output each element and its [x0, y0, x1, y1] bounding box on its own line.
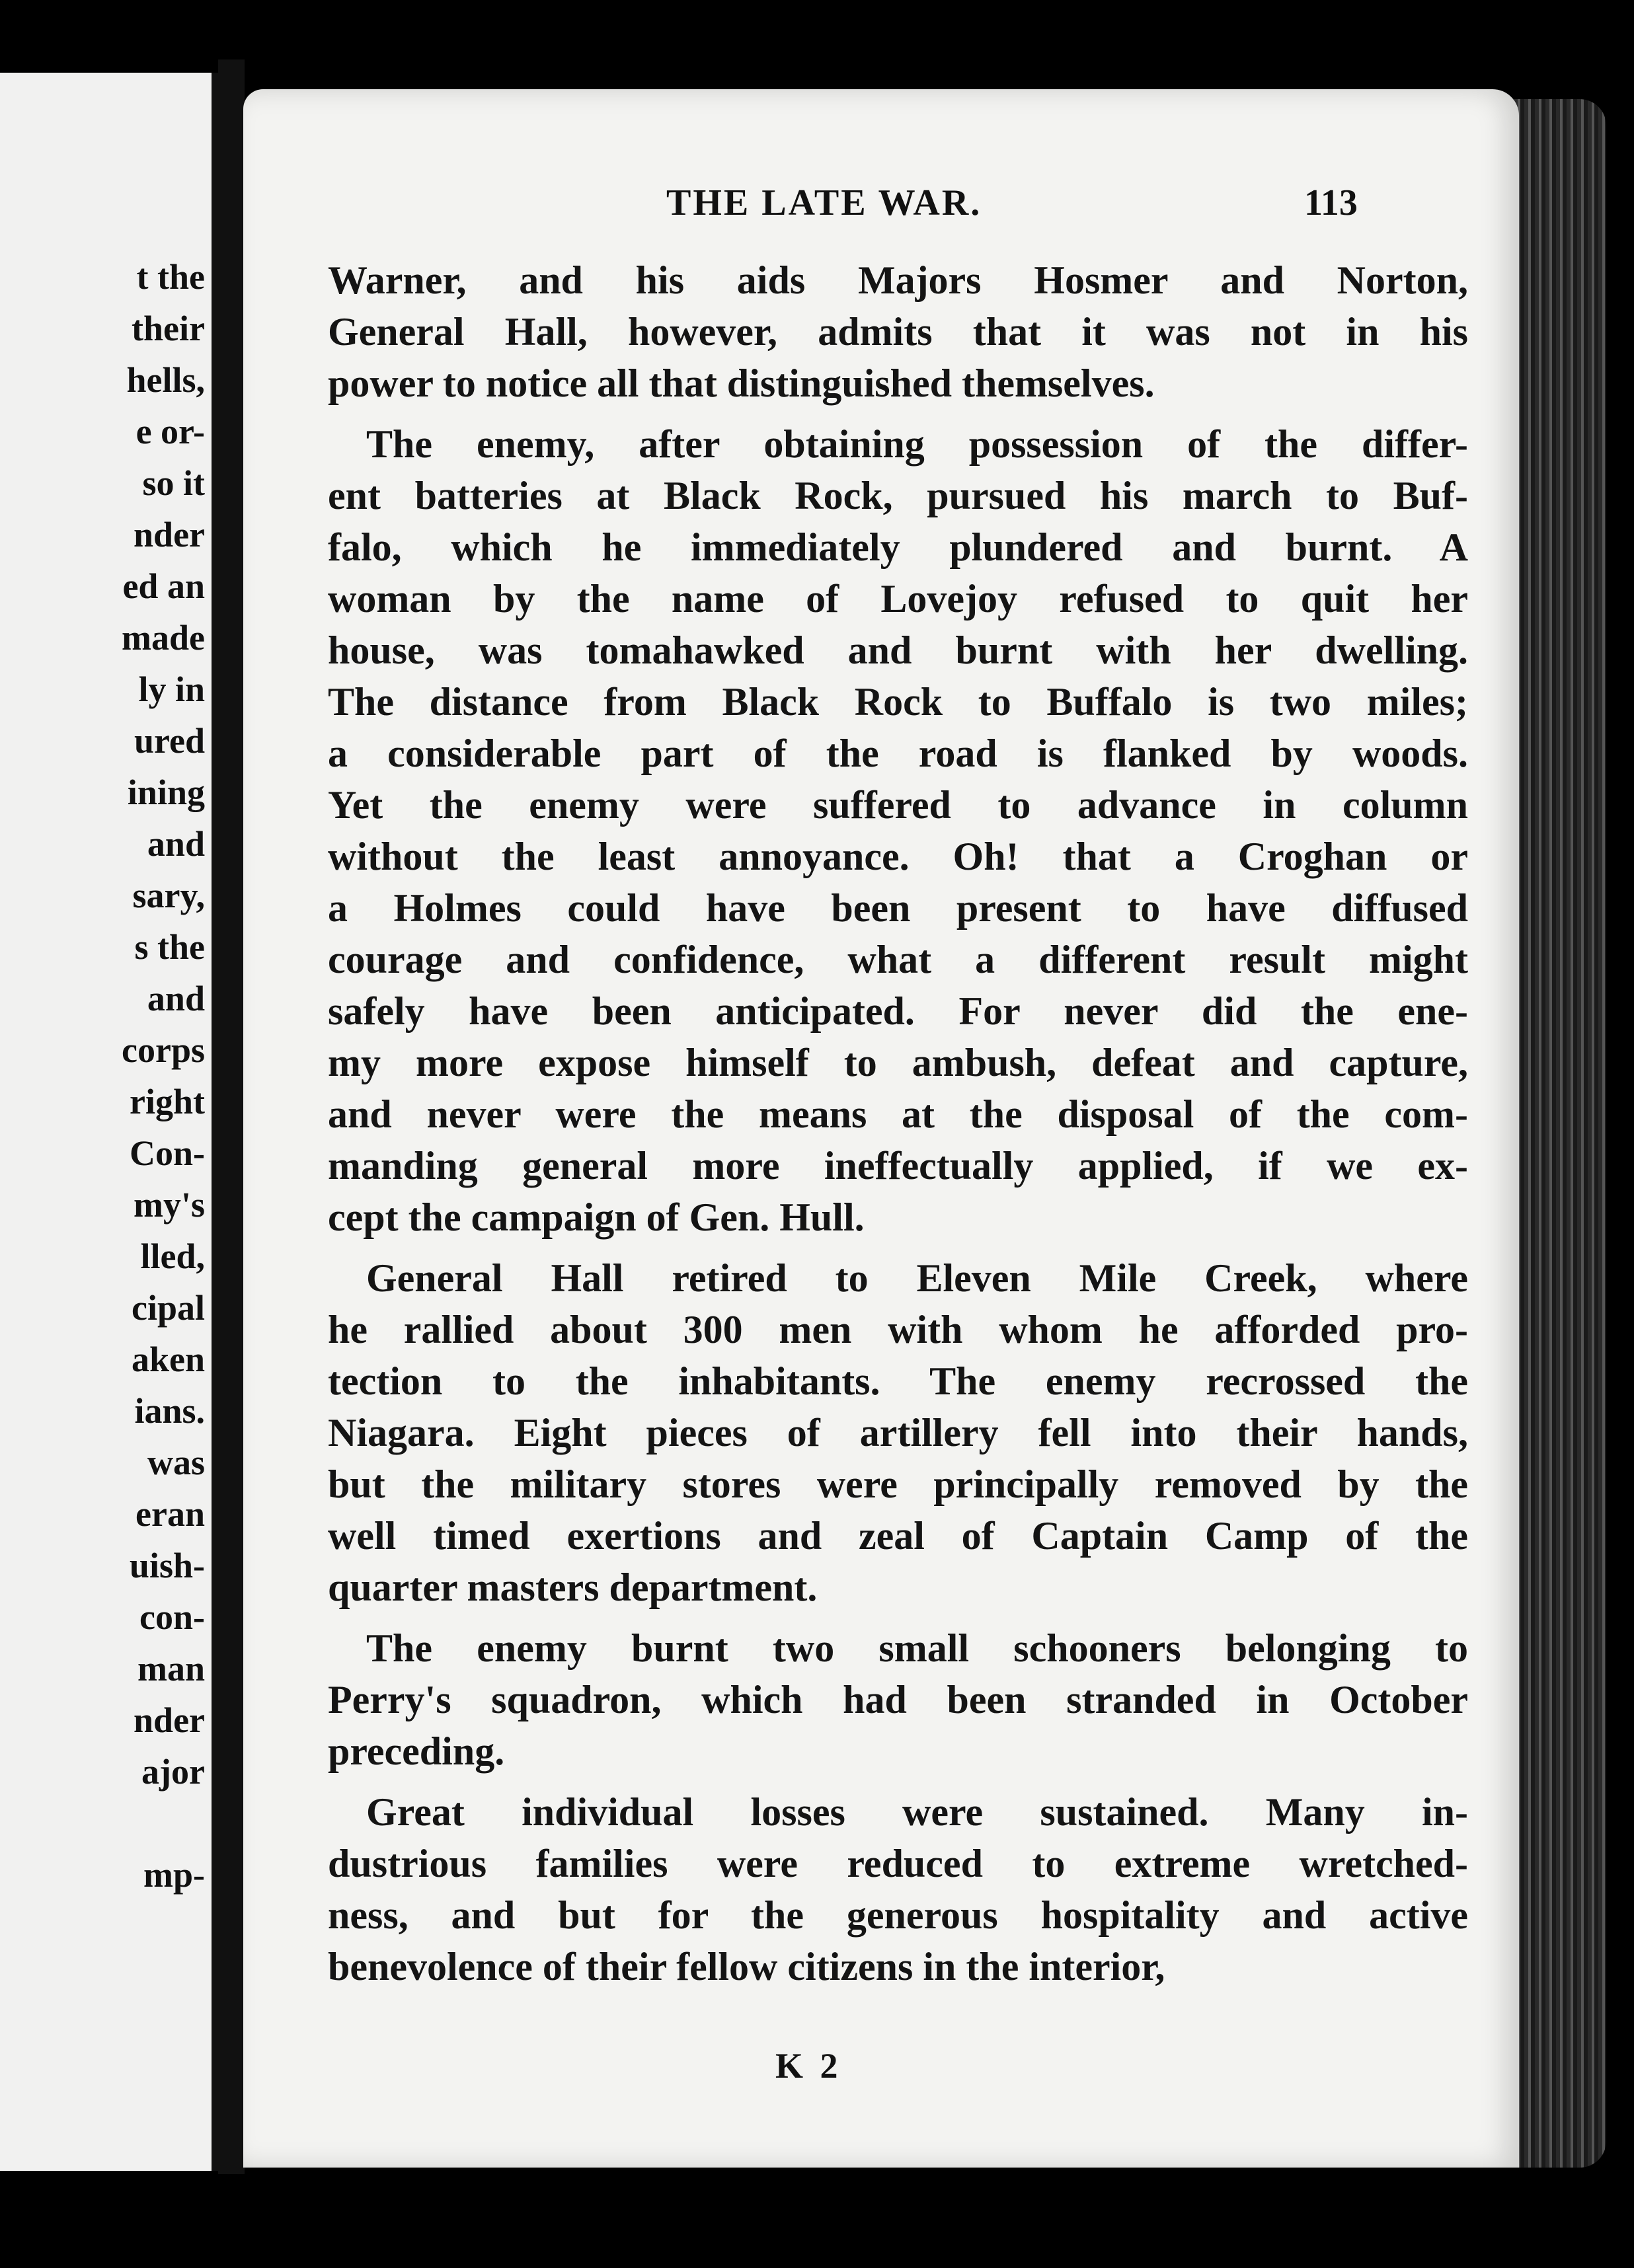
fragment-line: Con-	[129, 1133, 205, 1173]
text-line: quarter masters department.	[328, 1566, 818, 1609]
fragment-line: my's	[134, 1185, 205, 1225]
fragment-line: e or-	[136, 412, 205, 451]
fragment-line: ured	[134, 721, 205, 761]
paragraph	[328, 1622, 1468, 1777]
text-line: tection to the inhabitants. The enemy recrossed the	[328, 1359, 1468, 1403]
running-head	[243, 182, 1519, 235]
fragment-line: so it	[142, 463, 205, 503]
fragment-line: ed an	[122, 566, 205, 606]
fragment-line: their	[132, 309, 205, 348]
text-line: General Hall, however, admits that it was not in his	[328, 310, 1468, 354]
fragment-line: t the	[136, 257, 205, 297]
text-line: woman by the name of Lovejoy refused to quit her	[328, 577, 1468, 621]
fragment-line: man	[137, 1649, 205, 1688]
fragment-line: s the	[134, 927, 205, 967]
fragment-line: cipal	[131, 1288, 205, 1328]
signature-mark: K 2	[775, 2046, 842, 2086]
fragment-line: right	[130, 1082, 205, 1121]
text-line: well timed exertions and zeal of Captain Camp of the	[328, 1514, 1468, 1558]
text-line: house, was tomahawked and burnt with her dwelling.	[328, 628, 1468, 672]
text-line: The enemy, after obtaining possession of the differ-	[366, 422, 1468, 466]
fragment-line: made	[122, 618, 205, 658]
text-line: a considerable part of the road is flanked by woods.	[328, 732, 1468, 775]
text-line: Perry's squadron, which had been stranded in October	[328, 1678, 1468, 1721]
fragment-line: ly in	[138, 669, 205, 709]
text-line: safely have been anticipated. For never did the ene-	[328, 989, 1468, 1033]
text-line: General Hall retired to Eleven Mile Creek, where	[366, 1256, 1468, 1300]
text-line: courage and confidence, what a different result might	[328, 938, 1468, 981]
fragment-line: corps	[122, 1030, 205, 1070]
text-line: Great individual losses were sustained. Many in-	[366, 1790, 1468, 1834]
fragment-line: ians.	[134, 1391, 205, 1431]
text-line: power to notice all that distinguished themselves.	[328, 361, 1155, 405]
fragment-line: sary,	[132, 876, 205, 915]
fragment-line: and	[147, 979, 205, 1018]
fragment-line: and	[147, 824, 205, 864]
fragment-line: nder	[134, 515, 205, 554]
text-line: a Holmes could have been present to have diffused	[328, 886, 1468, 930]
text-line: my more expose himself to ambush, defeat and capture,	[328, 1041, 1468, 1084]
text-line: benevolence of their fellow citizens in the interior,	[328, 1945, 1165, 1988]
text-line: Yet the enemy were suffered to advance in column	[328, 783, 1468, 827]
text-line: without the least annoyance. Oh! that a Croghan or	[328, 835, 1468, 878]
fragment-line: lled,	[140, 1236, 205, 1276]
book-page-edges	[1514, 99, 1606, 2168]
body-text	[328, 254, 1468, 1992]
text-line: but the military stores were principally removed by the	[328, 1462, 1468, 1506]
text-line: manding general more ineffectually applied, if we ex-	[328, 1144, 1468, 1188]
fragment-line: mp-	[143, 1855, 205, 1895]
fragment-line: ajor	[141, 1752, 205, 1792]
fragment-line: nder	[134, 1700, 205, 1740]
facing-page-text-fragments	[122, 251, 205, 1901]
text-line: preceding.	[328, 1729, 505, 1773]
text-line: The enemy burnt two small schooners belonging to	[366, 1626, 1468, 1670]
fragment-line: ining	[127, 773, 205, 812]
book-gutter	[218, 59, 245, 2174]
fragment-line: aken	[131, 1340, 205, 1379]
text-line: cept the campaign of Gen. Hull.	[328, 1195, 865, 1239]
text-line: The distance from Black Rock to Buffalo is two miles;	[328, 680, 1468, 724]
paragraph	[328, 254, 1468, 409]
page-number: 113	[1304, 182, 1358, 223]
paragraph	[328, 1252, 1468, 1613]
fragment-line: eran	[136, 1494, 205, 1534]
fragment-line: uish-	[129, 1546, 205, 1585]
fragment-line: hells,	[126, 360, 205, 400]
text-line: dustrious families were reduced to extreme wretched-	[328, 1842, 1468, 1885]
paragraph	[328, 418, 1468, 1243]
text-line: and never were the means at the disposal of the com-	[328, 1092, 1468, 1136]
text-line: Warner, and his aids Majors Hosmer and Norton,	[328, 258, 1468, 302]
fragment-line	[122, 1797, 205, 1849]
text-line: he rallied about 300 men with whom he afforded pro-	[328, 1308, 1468, 1351]
book-page	[243, 89, 1519, 2168]
fragment-line: was	[147, 1443, 205, 1482]
text-line: ness, and but for the generous hospitality and active	[328, 1893, 1468, 1937]
running-title: THE LATE WAR.	[666, 182, 982, 223]
paragraph	[328, 1786, 1468, 1992]
text-line: falo, which he immediately plundered and burnt. A	[328, 525, 1468, 569]
facing-page-left	[0, 73, 218, 2171]
fragment-line: con-	[139, 1597, 205, 1637]
text-line: Niagara. Eight pieces of artillery fell into their hands,	[328, 1411, 1468, 1455]
text-line: ent batteries at Black Rock, pursued his march to Buf-	[328, 474, 1468, 517]
